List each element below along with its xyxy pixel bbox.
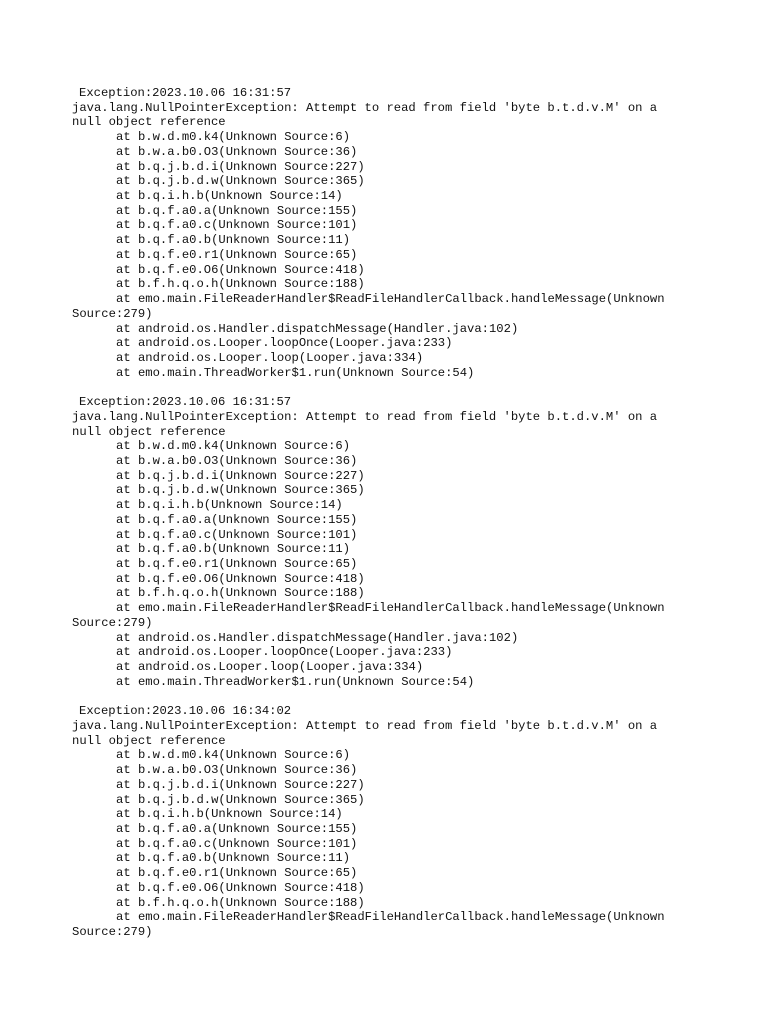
exception-block: [72, 86, 692, 380]
stack-frame: at b.q.j.b.d.i(Unknown Source:227): [116, 159, 365, 174]
stack-frame-wrap: Source:279): [72, 306, 153, 321]
stack-frame: at b.w.a.b0.O3(Unknown Source:36): [116, 453, 358, 468]
stack-frame: at b.q.f.e0.r1(Unknown Source:65): [116, 247, 358, 262]
stack-frame: at emo.main.FileReaderHandler$ReadFileHandlerCallback.handleMessage(Unknown: [116, 601, 665, 616]
stack-frame: at b.q.j.b.d.w(Unknown Source:365): [116, 174, 365, 189]
stack-frame: at b.w.d.m0.k4(Unknown Source:6): [116, 748, 351, 763]
stack-frame: at b.q.f.a0.b(Unknown Source:11): [116, 542, 351, 557]
stack-frame: at b.q.j.b.d.i(Unknown Source:227): [116, 777, 365, 792]
stack-frame: at b.q.f.a0.c(Unknown Source:101): [116, 218, 358, 233]
stack-frame: at b.w.a.b0.O3(Unknown Source:36): [116, 144, 358, 159]
exception-block: [72, 704, 692, 940]
stack-frame: at android.os.Handler.dispatchMessage(Handler.java:102): [116, 321, 519, 336]
stack-frame: at b.q.f.e0.r1(Unknown Source:65): [116, 557, 358, 571]
stack-frame: at b.q.i.h.b(Unknown Source:14): [116, 189, 343, 204]
exception-message: java.lang.NullPointerException: Attempt to read from field 'byte b.t.d.v.M' on a: [72, 409, 658, 424]
stack-frame: at b.q.i.h.b(Unknown Source:14): [116, 807, 343, 822]
stack-frame-wrap: Source:279): [72, 615, 153, 630]
stack-frame: at emo.main.ThreadWorker$1.run(Unknown Source:54): [116, 674, 475, 689]
stack-frame: at b.f.h.q.o.h(Unknown Source:188): [116, 586, 365, 601]
stack-frame: at android.os.Handler.dispatchMessage(Handler.java:102): [116, 630, 519, 645]
exception-block: [72, 395, 692, 689]
stack-frame: at b.q.f.a0.c(Unknown Source:101): [116, 836, 358, 851]
exception-timestamp: Exception:2023.10.06 16:31:57: [79, 395, 292, 410]
stack-frame: at b.q.f.a0.c(Unknown Source:101): [116, 527, 358, 542]
stack-frame: at b.q.j.b.d.w(Unknown Source:365): [116, 792, 365, 807]
stack-frame: at b.w.a.b0.O3(Unknown Source:36): [116, 763, 358, 778]
log-page: [72, 86, 692, 940]
stack-frame: at b.q.f.e0.r1(Unknown Source:65): [116, 866, 358, 881]
stack-frame: at emo.main.FileReaderHandler$ReadFileHandlerCallback.handleMessage(Unknown: [116, 292, 665, 307]
stack-frame: at b.q.f.a0.b(Unknown Source:11): [116, 233, 351, 248]
stack-frame: at b.w.d.m0.k4(Unknown Source:6): [116, 130, 351, 145]
stack-frame: at b.w.d.m0.k4(Unknown Source:6): [116, 439, 351, 454]
stack-frame: at android.os.Looper.loopOnce(Looper.java:233): [116, 336, 453, 351]
exception-timestamp: Exception:2023.10.06 16:34:02: [79, 704, 292, 719]
stack-frame: at b.q.f.a0.a(Unknown Source:155): [116, 203, 358, 218]
stack-frame: at b.q.f.a0.a(Unknown Source:155): [116, 512, 358, 527]
stack-frame: at android.os.Looper.loopOnce(Looper.java:233): [116, 645, 453, 660]
stack-frame: at b.q.f.e0.O6(Unknown Source:418): [116, 571, 365, 586]
stack-frame: at b.q.f.a0.b(Unknown Source:11): [116, 851, 351, 866]
exception-message: java.lang.NullPointerException: Attempt to read from field 'byte b.t.d.v.M' on a: [72, 718, 658, 733]
stack-frame-wrap: Source:279): [72, 924, 153, 939]
exception-message-continued: null object reference: [72, 424, 226, 439]
exception-timestamp: Exception:2023.10.06 16:31:57: [79, 86, 292, 100]
stack-frame: at b.q.f.a0.a(Unknown Source:155): [116, 821, 358, 836]
stack-frame: at android.os.Looper.loop(Looper.java:334): [116, 350, 424, 365]
stack-frame: at b.f.h.q.o.h(Unknown Source:188): [116, 895, 365, 910]
exception-message-continued: null object reference: [72, 115, 226, 130]
exception-message: java.lang.NullPointerException: Attempt to read from field 'byte b.t.d.v.M' on a: [72, 100, 658, 115]
stack-frame: at b.q.j.b.d.i(Unknown Source:227): [116, 468, 365, 483]
stack-frame: at emo.main.FileReaderHandler$ReadFileHandlerCallback.handleMessage(Unknown: [116, 910, 665, 925]
stack-frame: at b.q.f.e0.O6(Unknown Source:418): [116, 262, 365, 277]
stack-frame: at emo.main.ThreadWorker$1.run(Unknown Source:54): [116, 365, 475, 380]
stack-frame: at android.os.Looper.loop(Looper.java:334): [116, 660, 424, 675]
stack-frame: at b.f.h.q.o.h(Unknown Source:188): [116, 277, 365, 292]
stack-frame: at b.q.j.b.d.w(Unknown Source:365): [116, 483, 365, 498]
stack-frame: at b.q.f.e0.O6(Unknown Source:418): [116, 880, 365, 895]
exception-message-continued: null object reference: [72, 733, 226, 748]
stack-frame: at b.q.i.h.b(Unknown Source:14): [116, 498, 343, 513]
